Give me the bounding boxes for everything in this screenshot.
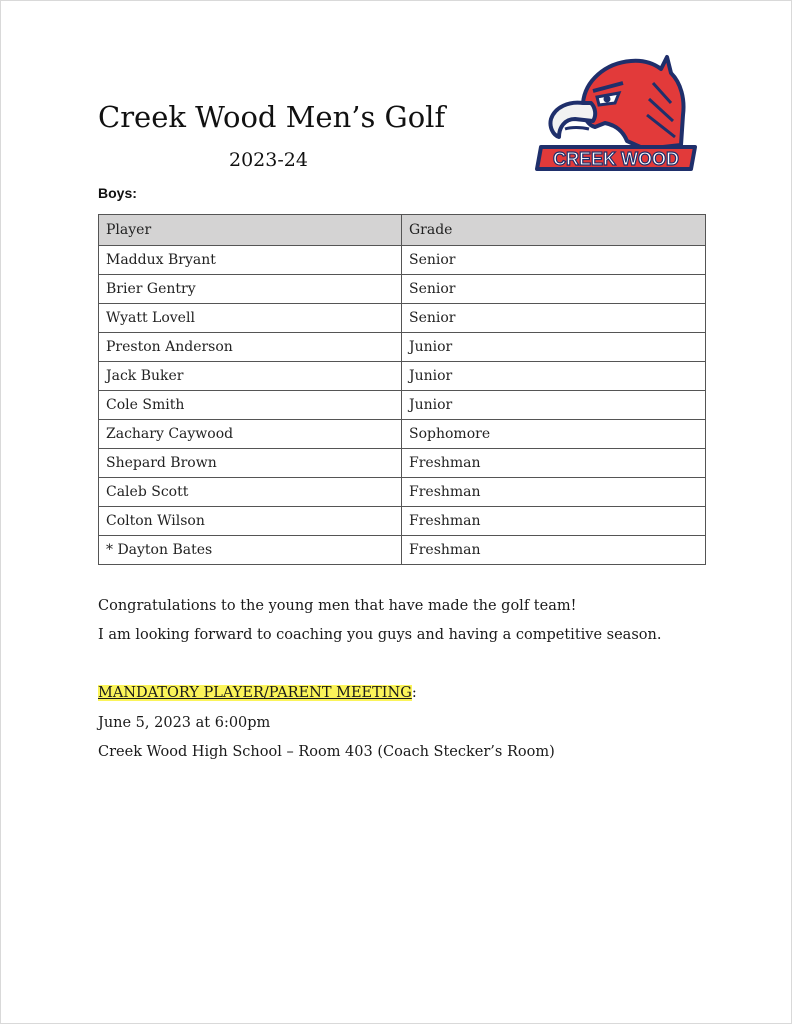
player-name: Cole Smith bbox=[99, 391, 402, 420]
roster-table bbox=[98, 214, 706, 565]
meeting-heading-colon: : bbox=[411, 685, 417, 701]
season-year: 2023-24 bbox=[229, 149, 308, 171]
meeting-heading bbox=[98, 683, 417, 703]
table-row bbox=[99, 362, 706, 391]
table-row bbox=[99, 304, 706, 333]
table-row bbox=[99, 478, 706, 507]
player-grade: Sophomore bbox=[402, 420, 706, 449]
table-row bbox=[99, 333, 706, 362]
player-name: Shepard Brown bbox=[99, 449, 402, 478]
player-grade: Freshman bbox=[402, 449, 706, 478]
creek-wood-hawk-logo bbox=[535, 53, 701, 175]
player-name: Caleb Scott bbox=[99, 478, 402, 507]
column-header-grade: Grade bbox=[402, 215, 706, 246]
congratulations-text: Congratulations to the young men that have made the golf team! bbox=[98, 598, 577, 614]
table-row bbox=[99, 507, 706, 536]
player-grade: Junior bbox=[402, 333, 706, 362]
document-title: Creek Wood Men’s Golf bbox=[98, 100, 446, 134]
player-grade: Freshman bbox=[402, 478, 706, 507]
player-grade: Freshman bbox=[402, 536, 706, 565]
player-name: Zachary Caywood bbox=[99, 420, 402, 449]
coaching-text: I am looking forward to coaching you guys and having a competitive season. bbox=[98, 627, 662, 643]
player-name: Preston Anderson bbox=[99, 333, 402, 362]
table-row bbox=[99, 536, 706, 565]
player-name: Brier Gentry bbox=[99, 275, 402, 304]
table-row bbox=[99, 420, 706, 449]
table-header-row bbox=[99, 215, 706, 246]
table-row bbox=[99, 449, 706, 478]
column-header-player: Player bbox=[99, 215, 402, 246]
player-name: Wyatt Lovell bbox=[99, 304, 402, 333]
table-row bbox=[99, 246, 706, 275]
table-row bbox=[99, 275, 706, 304]
player-grade: Senior bbox=[402, 304, 706, 333]
meeting-location: Creek Wood High School – Room 403 (Coach Stecker’s Room) bbox=[98, 744, 555, 760]
player-name: Maddux Bryant bbox=[99, 246, 402, 275]
player-grade: Junior bbox=[402, 362, 706, 391]
player-grade: Senior bbox=[402, 275, 706, 304]
table-row bbox=[99, 391, 706, 420]
logo-text: CREEK WOOD bbox=[553, 149, 679, 169]
player-grade: Freshman bbox=[402, 507, 706, 536]
player-grade: Senior bbox=[402, 246, 706, 275]
player-name: * Dayton Bates bbox=[99, 536, 402, 565]
player-name: Jack Buker bbox=[99, 362, 402, 391]
roster-section-label: Boys: bbox=[98, 185, 137, 201]
player-grade: Junior bbox=[402, 391, 706, 420]
meeting-heading-highlight: MANDATORY PLAYER/PARENT MEETING bbox=[98, 685, 412, 701]
meeting-date: June 5, 2023 at 6:00pm bbox=[98, 715, 271, 731]
player-name: Colton Wilson bbox=[99, 507, 402, 536]
